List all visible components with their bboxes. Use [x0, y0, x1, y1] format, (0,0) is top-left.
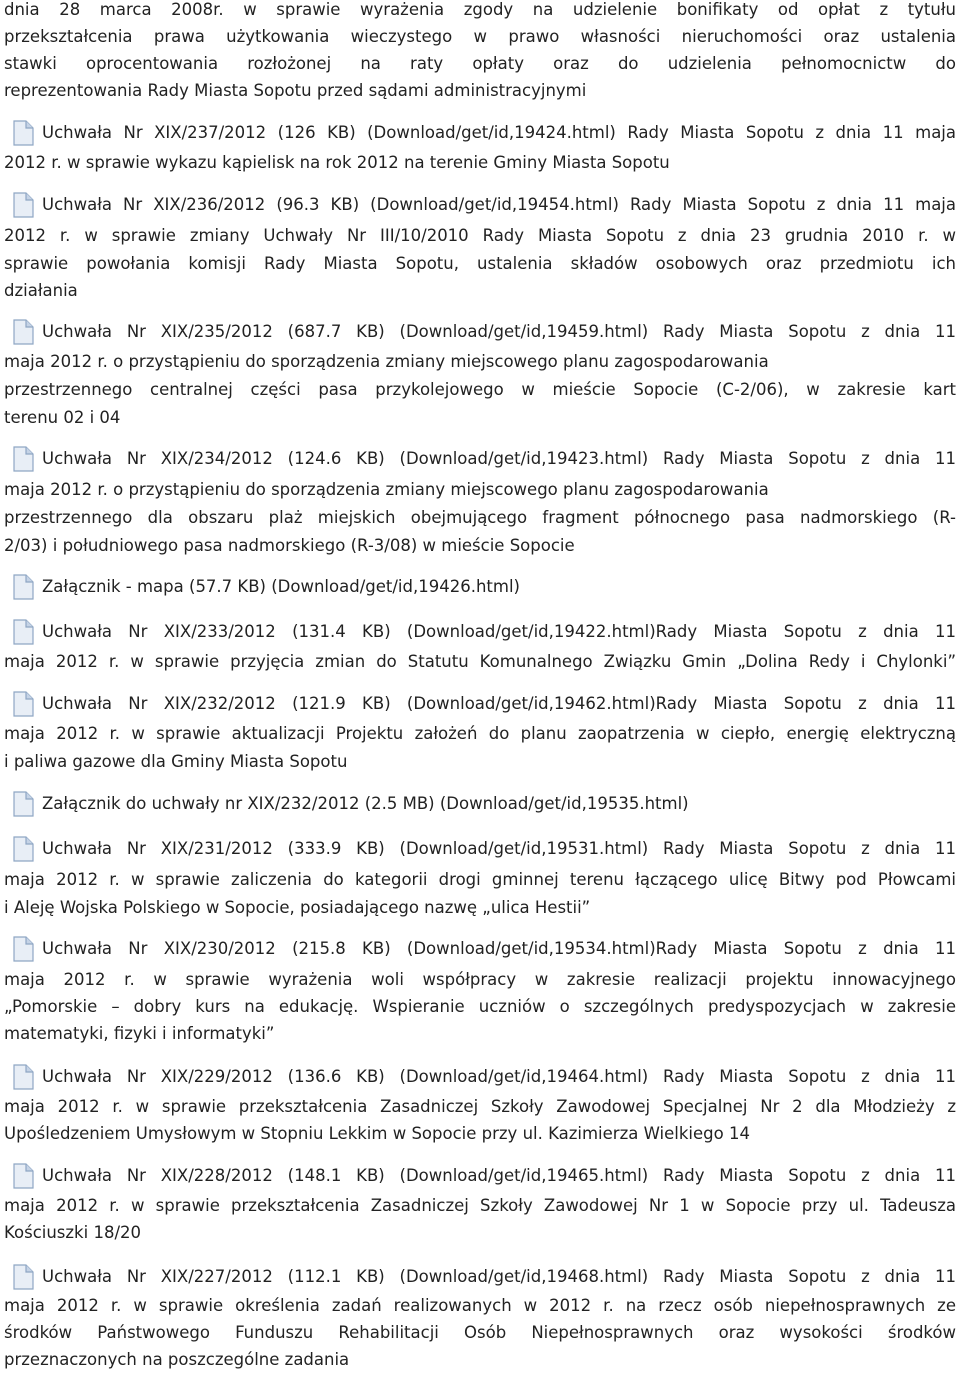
document-file-icon: [9, 445, 37, 473]
intro-line: przekształcenia prawa użytkowania wieczystego w prawo własności nieruchomości oraz ustalenia: [4, 27, 956, 46]
attachment-entry-link[interactable]: [6, 788, 956, 818]
entry-link-text: Uchwała Nr XIX/227/2012 (112.1 KB) (Download/get/id,19468.html) Rady Miasta Sopotu z dnia 11: [42, 1267, 956, 1286]
entry-link-text: Uchwała Nr XIX/229/2012 (136.6 KB) (Download/get/id,19464.html) Rady Miasta Sopotu z dnia 11: [42, 1067, 956, 1086]
resolution-entry-link[interactable]: [6, 616, 956, 646]
resolution-entry-link[interactable]: [6, 117, 956, 147]
entry-description-line: i Aleję Wojska Polskiego w Sopocie, posiadającego nazwę „ulica Hestii”: [4, 898, 591, 917]
document-file-icon: [9, 1162, 37, 1190]
entry-description-line: terenu 02 i 04: [4, 408, 121, 427]
entry-link-text: Uchwała Nr XIX/233/2012 (131.4 KB) (Download/get/id,19422.html)Rady Miasta Sopotu z dnia 11: [42, 622, 956, 641]
entry-description-line: „Pomorskie – dobry kurs na edukację. Wspieranie uczniów o szczególnych predyspozycjach w zakresie: [4, 997, 956, 1016]
entry-link-text: Uchwała Nr XIX/228/2012 (148.1 KB) (Download/get/id,19465.html) Rady Miasta Sopotu z dnia 11: [42, 1166, 956, 1185]
entry-description-line: środków Państwowego Funduszu Rehabilitacji Osób Niepełnosprawnych oraz wysokości środków: [4, 1323, 956, 1342]
entry-description-line: przestrzennego centralnej części pasa przykolejowego w mieście Sopocie (C-2/06), w zakresie kart: [4, 380, 956, 399]
document-file-icon: [9, 618, 37, 646]
resolution-entry-link[interactable]: [6, 933, 956, 963]
entry-description-line: 2/03) i południowego pasa nadmorskiego (R-3/08) w mieście Sopocie: [4, 536, 575, 555]
document-file-icon: [9, 318, 37, 346]
entry-link-text: Uchwała Nr XIX/232/2012 (121.9 KB) (Download/get/id,19462.html)Rady Miasta Sopotu z dnia 11: [42, 694, 956, 713]
resolution-entry-link[interactable]: [6, 1160, 956, 1190]
resolution-entry-link[interactable]: [6, 1261, 956, 1291]
entry-link-text: Uchwała Nr XIX/236/2012 (96.3 KB) (Download/get/id,19454.html) Rady Miasta Sopotu z dnia 11 maja: [42, 195, 956, 214]
entry-description-line: maja 2012 r. w sprawie wyrażenia woli współpracy w zakresie realizacji projektu innowacyjnego: [4, 970, 956, 989]
intro-line: dnia 28 marca 2008r. w sprawie wyrażenia zgody na udzielenie bonifikaty od opłat z tytułu: [4, 0, 956, 19]
resolution-entry-link[interactable]: [6, 316, 956, 346]
resolution-entry-link[interactable]: [6, 189, 956, 219]
document-file-icon: [9, 119, 37, 147]
entry-description-line: maja 2012 r. o przystąpieniu do sporządzenia zmiany miejscowego planu zagospodarowania: [4, 352, 769, 371]
document-file-icon: [9, 790, 37, 818]
document-file-icon: [9, 935, 37, 963]
entry-description-line: maja 2012 r. w sprawie przekształcenia Zasadniczej Szkoły Zawodowej Nr 1 w Sopocie przy ul. Tadeusza: [4, 1196, 956, 1215]
intro-line: stawki oprocentowania rozłożonej na raty opłaty oraz do udzielenia pełnomocnictw do: [4, 54, 956, 73]
entry-link-text: Załącznik do uchwały nr XIX/232/2012 (2.5 MB) (Download/get/id,19535.html): [42, 794, 689, 813]
entry-link-text: Uchwała Nr XIX/235/2012 (687.7 KB) (Download/get/id,19459.html) Rady Miasta Sopotu z dnia 11: [42, 322, 956, 341]
entry-description-line: 2012 r. w sprawie wykazu kąpielisk na rok 2012 na terenie Gminy Miasta Sopotu: [4, 153, 670, 172]
entry-link-text: Uchwała Nr XIX/231/2012 (333.9 KB) (Download/get/id,19531.html) Rady Miasta Sopotu z dnia 11: [42, 839, 956, 858]
entry-description-line: przestrzennego dla obszaru plaż miejskich obejmującego fragment północnego pasa nadmorskiego (R-: [4, 508, 956, 527]
entry-link-text: Uchwała Nr XIX/234/2012 (124.6 KB) (Download/get/id,19423.html) Rady Miasta Sopotu z dnia 11: [42, 449, 956, 468]
entry-link-text: Załącznik - mapa (57.7 KB) (Download/get/id,19426.html): [42, 577, 520, 596]
entry-description-line: Upośledzeniem Umysłowym w Stopniu Lekkim w Sopocie przy ul. Kazimierza Wielkiego 14: [4, 1124, 750, 1143]
entry-description-line: maja 2012 r. w sprawie aktualizacji Projektu założeń do planu zaopatrzenia w ciepło, energię elektryczną: [4, 724, 956, 743]
entry-description-line: maja 2012 r. w sprawie zaliczenia do kategorii drogi gminnej terenu łączącego ulicę Bitwy pod Płowcami: [4, 870, 956, 889]
entry-link-text: Uchwała Nr XIX/237/2012 (126 KB) (Download/get/id,19424.html) Rady Miasta Sopotu z dnia 11 maja: [42, 123, 956, 142]
resolution-entry-link[interactable]: [6, 443, 956, 473]
entry-description-line: działania: [4, 281, 78, 300]
entry-description-line: 2012 r. w sprawie zmiany Uchwały Nr III/10/2010 Rady Miasta Sopotu z dnia 23 grudnia 2010 r. w: [4, 226, 956, 245]
document-file-icon: [9, 573, 37, 601]
attachment-entry-link[interactable]: [6, 571, 956, 601]
document-file-icon: [9, 1263, 37, 1291]
entry-description-line: i paliwa gazowe dla Gminy Miasta Sopotu: [4, 752, 348, 771]
entry-description-line: sprawie powołania komisji Rady Miasta Sopotu, ustalenia składów osobowych oraz przedmiotu ich: [4, 254, 956, 273]
entry-description-line: matematyki, fizyki i informatyki”: [4, 1024, 275, 1043]
entry-description-line: maja 2012 r. w sprawie przyjęcia zmian do Statutu Komunalnego Związku Gmin „Dolina Redy i Chylonki”: [4, 652, 956, 671]
entry-description-line: maja 2012 r. o przystąpieniu do sporządzenia zmiany miejscowego planu zagospodarowania: [4, 480, 769, 499]
entry-link-text: Uchwała Nr XIX/230/2012 (215.8 KB) (Download/get/id,19534.html)Rady Miasta Sopotu z dnia 11: [42, 939, 956, 958]
document-file-icon: [9, 191, 37, 219]
entry-description-line: maja 2012 r. w sprawie przekształcenia Zasadniczej Szkoły Zawodowej Specjalnej Nr 2 dla Młodzieży z: [4, 1097, 956, 1116]
entry-description-line: Kościuszki 18/20: [4, 1223, 141, 1242]
intro-line: reprezentowania Rady Miasta Sopotu przed sądami administracyjnymi: [4, 81, 587, 100]
resolution-entry-link[interactable]: [6, 833, 956, 863]
resolution-entry-link[interactable]: [6, 1061, 956, 1091]
document-file-icon: [9, 835, 37, 863]
document-file-icon: [9, 690, 37, 718]
resolution-entry-link[interactable]: [6, 688, 956, 718]
entry-description-line: maja 2012 r. w sprawie określenia zadań realizowanych w 2012 r. na rzecz osób niepełnosprawnych ze: [4, 1296, 956, 1315]
document-file-icon: [9, 1063, 37, 1091]
entry-description-line: przeznaczonych na poszczególne zadania: [4, 1350, 350, 1369]
